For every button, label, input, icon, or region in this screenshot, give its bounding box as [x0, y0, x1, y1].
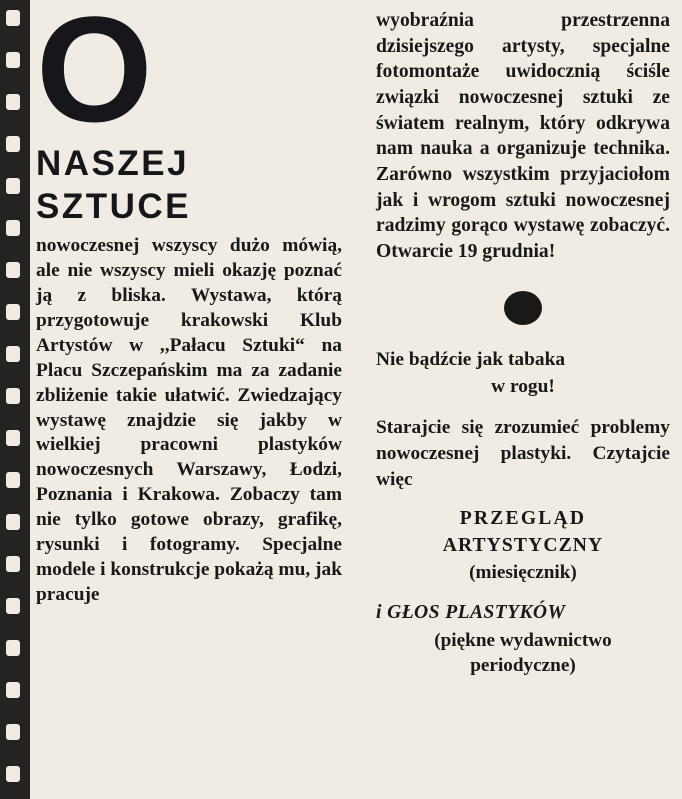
- perforation-hole: [6, 262, 20, 278]
- perforation-hole: [6, 94, 20, 110]
- section-divider: [376, 291, 670, 325]
- article-body-right: wyobraźnia przestrzenna dzisiejszego artysty, specjalne fotomontaże uwidocznią ściśle związki nowoczesnej sztuki ze światem realnym, który odkrywa nam nauka a organizuje technika. Zarówno wszystkim przyjaciołom jak i wrogom sztuki nowoczesnej radzimy gorąco wystawę zobaczyć. Otwarcie 19 grudnia!: [376, 10, 670, 262]
- article-columns: [36, 0, 682, 799]
- headline-line-1: NASZEJ: [36, 144, 190, 183]
- promo-slogan-line-1: Nie bądźcie jak tabaka: [376, 348, 566, 370]
- perforation-hole: [6, 178, 20, 194]
- perforation-hole: [6, 598, 20, 614]
- left-column: [36, 0, 366, 799]
- perforated-margin-strip: [0, 0, 30, 799]
- advertisement-block: [376, 347, 670, 679]
- circle-bullet-icon: [504, 291, 542, 325]
- perforation-hole: [6, 136, 20, 152]
- magazine-2-title: i GŁOS PLASTYKÓW: [376, 602, 566, 624]
- promo-call-to-action: Starajcie się zrozumieć problemy nowoczesnej plastyki. Czytajcie więc: [376, 417, 670, 490]
- perforation-hole: [6, 388, 20, 404]
- magazine-1-title-line-2: ARTYSTYCZNY: [442, 534, 604, 556]
- perforation-hole: [6, 346, 20, 362]
- page-title: [36, 142, 342, 228]
- perforation-hole: [6, 304, 20, 320]
- magazine-1-title-line-1: PRZEGLĄD: [459, 508, 587, 530]
- perforation-hole: [6, 514, 20, 530]
- article-body-left: nowoczesnej wszyscy dużo mówią, ale nie wszyscy mieli okazję poznać ją z bliska. Wystawa, którą przygotowuje krakowski Klub Artystów w ,,Pałacu Sztuki“ na Placu Szczepańskim ma za zadanie zbliżenie takie ułatwić. Zwiedzający wystawę znajdzie się jakby w wielkiej pracowni plastyków nowoczesnych Warszawy, Łodzi, Poznania i Krakowa. Zobaczy tam nie tylko gotowe obrazy, grafikę, rysunki i fotogramy. Specjalne modele i konstrukcje pokażą mu, jak pracuje: [36, 235, 342, 605]
- perforation-hole: [6, 52, 20, 68]
- magazine-2-subtitle-line-1: (piękne wydawnictwo: [434, 629, 612, 651]
- perforation-hole: [6, 430, 20, 446]
- right-column: [366, 0, 682, 799]
- promo-slogan-line-2: w rogu!: [491, 375, 555, 397]
- perforation-hole: [6, 472, 20, 488]
- magazine-2-subtitle-line-2: periodyczne): [470, 655, 576, 677]
- perforation-hole: [6, 10, 20, 26]
- perforation-hole: [6, 556, 20, 572]
- perforation-hole: [6, 220, 20, 236]
- magazine-1-subtitle: (miesięcznik): [469, 562, 577, 584]
- headline-line-2: SZTUCE: [36, 187, 191, 227]
- drop-cap-letter: O: [36, 0, 149, 153]
- perforation-hole: [6, 724, 20, 740]
- perforation-hole: [6, 766, 20, 782]
- perforation-hole: [6, 682, 20, 698]
- perforation-hole: [6, 640, 20, 656]
